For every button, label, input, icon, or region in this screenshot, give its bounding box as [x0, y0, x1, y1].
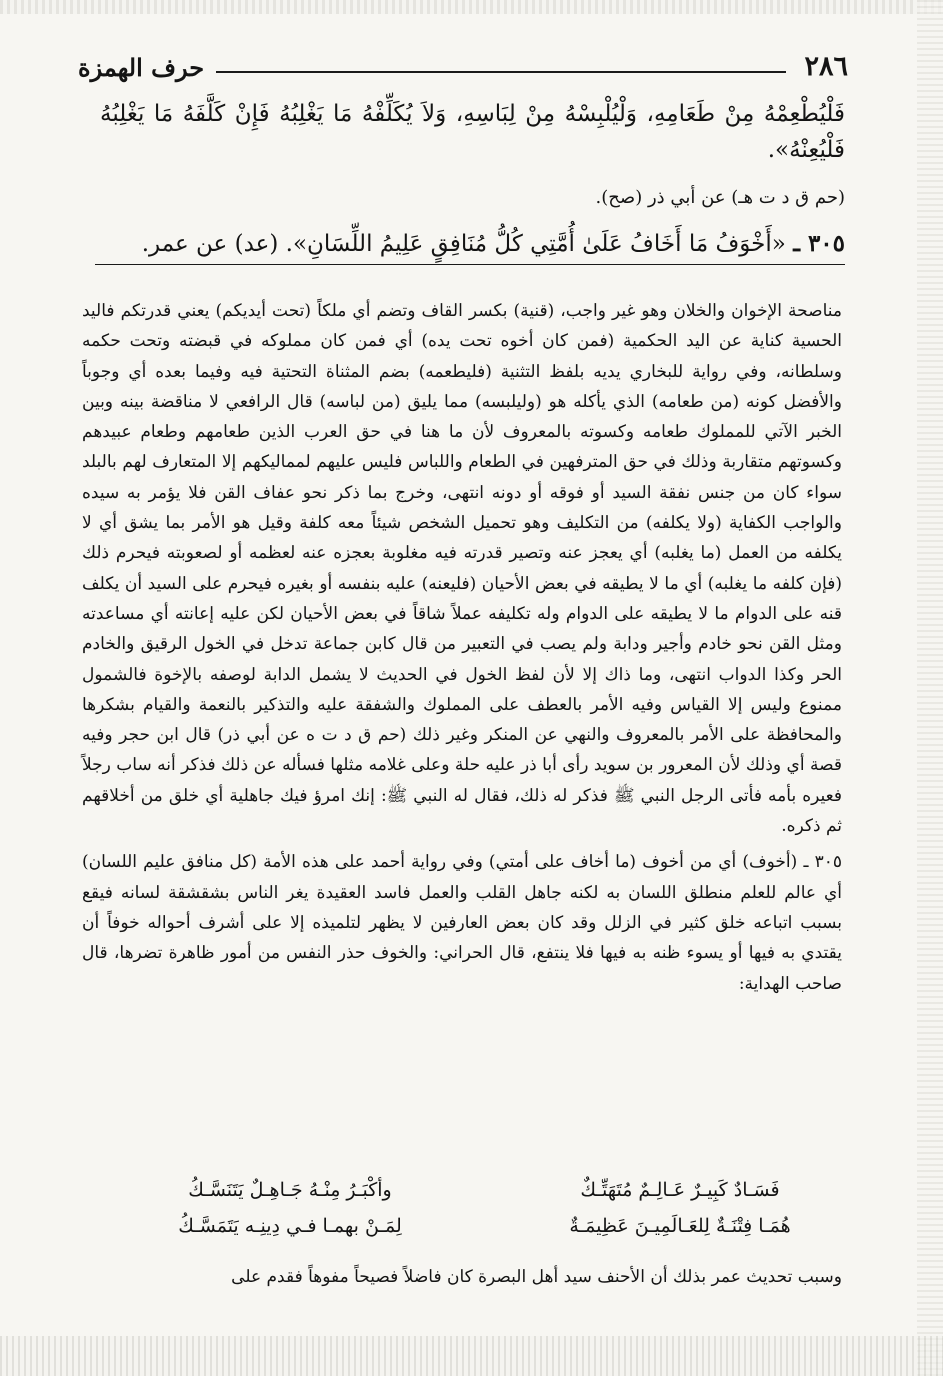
scan-edge-bottom [0, 1336, 943, 1376]
page-number: ٢٨٦ [804, 51, 848, 82]
commentary-paragraph: مناصحة الإخوان والخلان وهو غير واجب، (قنية) بكسر القاف وتضم أي ملكاً (تحت أيديكم) يعني قدرتكم فاليد الحسية كناية عن اليد الحكمية (فمن كان أخوه تحت يده) أي فمن كان مملوكه في قبضته وتحت حكمه وسلطانه، وفي رواية للبخاري يديه بلفظ التثنية (فليطعمه) بضم المثناة التحتية فيه وفيما بعده أي وجوباً والأفضل كونه (من طعامه) الذي يأكله هو (وليلبسه) مما يليق (من لباسه) قال الرافعي لا مناقضة بينه وبين الخبر الآتي للمملوك طعامه وكسوته بالمعروف لأن ما هنا في حق العرب الذين طعامهم وطعام عبيدهم وكسوتهم متقاربة وذلك في حق المترفهين في الطعام واللباس فليس عليهم لمماليكهم إلا المتعارف لهم بالبلد سواء كان من جنس نفقة السيد أو فوقه أو دونه انتهى، وخرج بما ذكر نحو عفاف القن فلا يؤمر به سيده والواجب الكفاية (ولا يكلفه) من التكليف وهو تحميل الشخص شيئاً معه كلفة وقيل هو الأمر بما يشق أي لا يكلفه من العمل (ما يغلبه) أي يعجز عنه وتصير قدرته فيه مغلوبة بعجزه عنه لعظمه أو لصعوبته فيحرم ذلك (فإن كلفه ما يغلبه) أي ما لا يطيقه في بعض الأحيان (فليعنه) عليه بنفسه أو بغيره فيحرم على السيد أن يكلف قنه على الدوام ما لا يطيقه على الدوام وله تكليفه عملاً شاقاً في بعض الأحيان لكن عليه إعانته أي مساعدته ومثل القن نحو خادم وأجير ودابة ولم يصب في التعبير من قال كابن جماعة تدخل في الخول الرقيق والخادم الحر وكذا الدواب انتهى، وما ذاك إلا لأن لفظ الخول في الحديث لا يشمل الدابة لوصفه بالإخوة فالشمول ممنوع وليس إلا القياس وفيه الأمر بالعطف على المملوك والشفقة عليه والتذكير بالنعمة والقيام بشكرها والمحافظة على الأمر بالمعروف والنهي عن المنكر وغير ذلك (حم ق د ت ه عن أبي ذر) قال ابن حجر وفيه قصة أي وذلك لأن المعرور بن سويد رأى أبا ذر عليه حلة وعلى غلامه مثلها فسأله عن ذلك فذكر أنه ساب رجلاً فعيره بأمه فأتى الرجل النبي ﷺ فذكر له ذلك، فقال له النبي ﷺ: إنك امرؤ فيك جاهلية أي خلق من أخلاقهم ثم ذكره. [82, 301, 843, 837]
hadith-text-line: «أَخْوَفُ مَا أَخَافُ عَلَىٰ أُمَّتِي كُلُّ مُنَافِقٍ عَلِيمُ اللِّسَانِ». (عد) عن عمر. [141, 231, 786, 257]
hadith-text [100, 96, 845, 262]
scan-edge-top [0, 0, 943, 14]
section-divider [95, 264, 845, 265]
page-header [78, 42, 848, 82]
poem-hemistich: فَسَـادٌ كَبِيـرٌ عَـالِـمٌ مُتَهَتِّـكٌ [580, 1179, 780, 1201]
hadith-number: ٣٠٥ ـ [793, 230, 845, 257]
poem-hemistich: لِمَـنْ بهمـا فـي دِينِـه يَتَمَسَّـكُ [178, 1215, 402, 1237]
header-rule [216, 71, 786, 73]
closing-line: وسبب تحديث عمر بذلك أن الأحنف سيد أهل البصرة كان فاضلاً فصيحاً مفوهاً فقدم على [231, 1267, 842, 1287]
poem-verse [130, 1208, 840, 1244]
poem-hemistich: هُمَـا فِتْنَـةٌ لِلعَـالَمِيـنَ عَظِيمَـةٌ [569, 1215, 791, 1237]
hadith-source: (حم ق د ت هـ) عن أبي ذر (صح). [595, 187, 845, 208]
poem [130, 1172, 840, 1244]
hadith-entry [100, 226, 845, 262]
poem-verse [130, 1172, 840, 1208]
chapter-title: حرف الهمزة [78, 53, 205, 82]
commentary [82, 296, 842, 999]
commentary-paragraph: ٣٠٥ ـ (أخوف) أي من أخوف (ما أخاف على أمتي) وفي رواية أحمد على هذه الأمة (كل منافق عليم اللسان) أي عالم للعلم منطلق اللسان به لكنه جاهل القلب والعمل فاسد العقيدة يغر الناس بشقشقة لسانه فيقع بسبب اتباعه خلق كثير في الزلل وقد كان بعض العارفين لا يظهر لتلميذه إلا على أشرف أحواله خوفاً أن يقتدي به فيها أو يسوء ظنه به فيها فلا ينتفع، قال الحراني: والخوف حذر النفس من أمور ظاهرة تضرها، قال صاحب الهداية: [82, 852, 842, 994]
hadith-text-line: فَلْيُطْعِمْهُ مِنْ طَعَامِهِ، وَلْيُلْبِسْهُ مِنْ لِبَاسِهِ، وَلاَ يُكَلِّفْهُ مَا يَغْلِبُهُ فَإِنْ كَلَّفَهُ مَا يَغْلِبُهُ فَلْيُعِنْهُ». [100, 101, 845, 163]
poem-hemistich: وأكْبَـرُ مِنْـهُ جَـاهِـلٌ يَتَنَسَّـكُ [188, 1179, 392, 1201]
scan-edge-right [917, 0, 943, 1376]
